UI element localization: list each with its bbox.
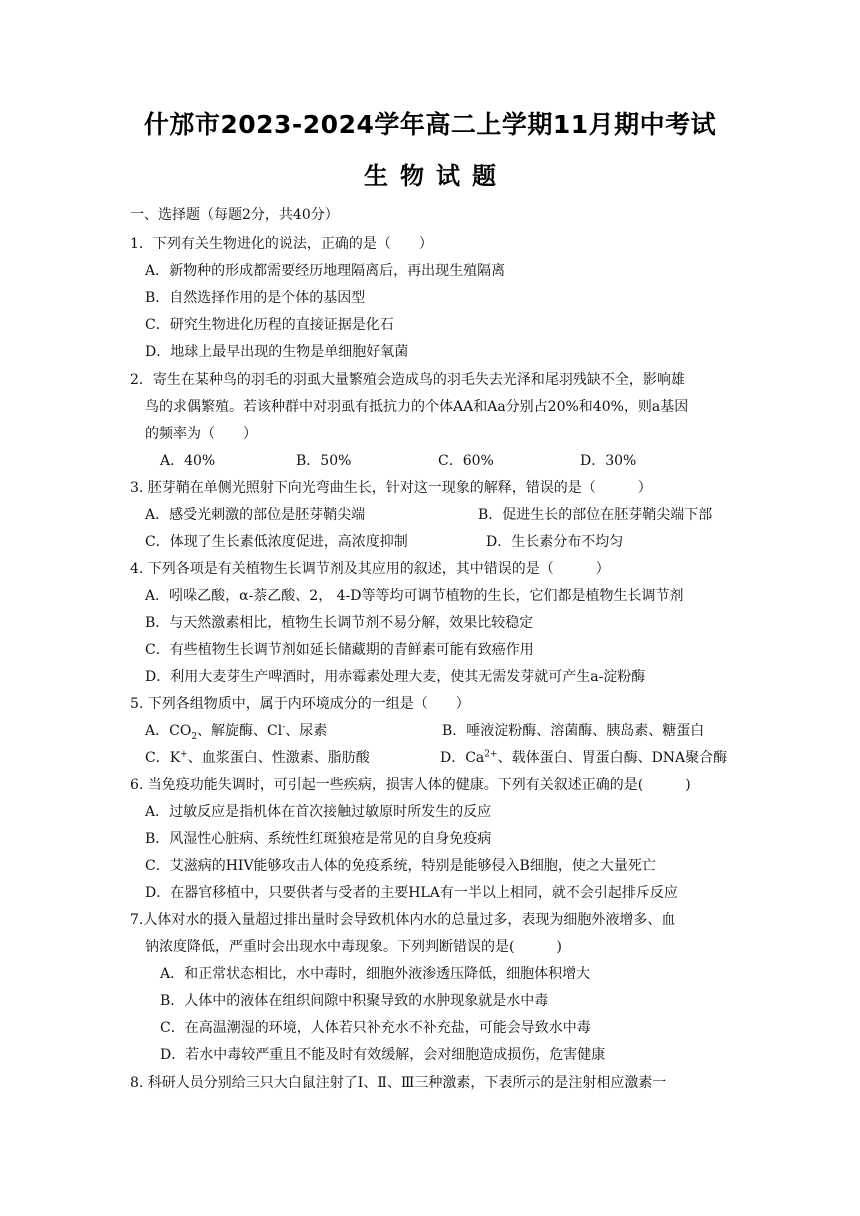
q1-stem: 1．下列有关生物进化的说法，正确的是（ ）	[130, 236, 433, 252]
q6-option-a: A．过敏反应是指机体在首次接触过敏原时所发生的反应	[145, 804, 492, 820]
q4-option-b: B．与天然激素相比，植物生长调节剂不易分解，效果比较稳定	[145, 615, 534, 631]
q1-option-c: C．研究生物进化历程的直接证据是化石	[145, 317, 394, 333]
q5-d-superscript: 2+	[484, 749, 498, 760]
q5-c-part: C．K	[145, 750, 181, 766]
q4-option-a: A．吲哚乙酸，α-萘乙酸、2， 4-D等等均可调节植物的生长，它们都是植物生长调节剂	[145, 588, 684, 604]
q8-stem: 8. 科研人员分别给三只大白鼠注射了Ⅰ、Ⅱ、Ⅲ三种激素，下表所示的是注射相应激素一	[130, 1075, 667, 1091]
q4-option-c: C．有些植物生长调节剂如延长储藏期的青鲜素可能有致癌作用	[145, 642, 534, 658]
q5-option-b: B．唾液淀粉酶、溶菌酶、胰岛素、糖蛋白	[442, 723, 705, 739]
q5-stem: 5. 下列各组物质中，属于内环境成分的一组是（ ）	[130, 696, 470, 712]
q3-option-c: C．体现了生长素低浓度促进，高浓度抑制	[145, 534, 408, 550]
q1-option-d: D．地球上最早出现的生物是单细胞好氧菌	[145, 344, 409, 360]
q3-option-b: B．促进生长的部位在胚芽鞘尖端下部	[478, 507, 713, 523]
q5-a-part: 、解旋酶、Cl	[197, 723, 283, 739]
q5-a-part: A．CO	[145, 723, 192, 739]
q5-d-part: 、载体蛋白、胃蛋白酶、DNA聚合酶	[497, 750, 728, 766]
q7-stem-line1: 7.人体对水的摄入量超过排出量时会导致机体内水的总量过多，表现为细胞外液增多、血	[130, 912, 676, 928]
q5-a-superscript: -	[282, 722, 286, 733]
exam-subtitle: 生物试题	[364, 162, 508, 190]
q3-option-d: D．生长素分布不均匀	[486, 534, 624, 550]
q2-option-a: A．40%	[160, 453, 216, 469]
q1-option-b: B．自然选择作用的是个体的基因型	[145, 290, 366, 306]
q2-stem-line2: 鸟的求偶繁殖。若该种群中对羽虱有抵抗力的个体AA和Aa分别占20%和40%，则a基因	[145, 399, 689, 415]
q3-option-a: A．感受光刺激的部位是胚芽鞘尖端	[145, 507, 366, 523]
q6-stem: 6. 当免疫功能失调时，可引起一些疾病，损害人体的健康。下列有关叙述正确的是( )	[130, 777, 691, 793]
q7-option-c: C．在高温潮湿的环境，人体若只补充水不补充盐，可能会导致水中毒	[160, 1020, 591, 1036]
q4-stem: 4. 下列各项是有关植物生长调节剂及其应用的叙述，其中错误的是（ ）	[130, 561, 610, 577]
q2-option-c: C．60%	[438, 453, 494, 469]
q2-stem-line1: 2．寄生在某种鸟的羽毛的羽虱大量繁殖会造成鸟的羽毛失去光泽和尾羽残缺不全，影响雄	[130, 372, 685, 388]
q5-option-c	[145, 749, 370, 767]
q7-stem-line2: 钠浓度降低，严重时会出现水中毒现象。下列判断错误的是( )	[145, 939, 562, 955]
q2-option-d: D．30%	[580, 453, 637, 469]
q6-option-b: B．风湿性心脏病、系统性红斑狼疮是常见的自身免疫病	[145, 831, 492, 847]
q5-a-part: 、尿素	[285, 723, 328, 739]
q7-option-a: A．和正常状态相比，水中毒时，细胞外液渗透压降低，细胞体积增大	[160, 966, 591, 982]
q6-option-c: C．艾滋病的HIV能够攻击人体的免疫系统，特别是能够侵入B细胞，使之大量死亡	[145, 858, 656, 874]
q2-stem-line3: 的频率为（ ）	[145, 426, 257, 442]
q7-option-d: D．若水中毒较严重且不能及时有效缓解，会对细胞造成损伤，危害健康	[160, 1047, 606, 1063]
q2-option-b: B．50%	[296, 453, 352, 469]
q5-a-subscript: 2	[191, 731, 198, 742]
q5-c-part: 、血浆蛋白、性激素、脂肪酸	[187, 750, 370, 766]
q5-d-part: D．Ca	[440, 750, 485, 766]
q4-option-d: D．利用大麦芽生产啤酒时，用赤霉素处理大麦，使其无需发芽就可产生a-淀粉酶	[145, 669, 646, 685]
q7-option-b: B．人体中的液体在组织间隙中积聚导致的水肿现象就是水中毒	[160, 993, 549, 1009]
q5-option-a	[145, 722, 327, 740]
q5-option-d	[440, 749, 727, 767]
q5-c-superscript: +	[180, 749, 188, 760]
q6-option-d: D．在器官移植中，只要供者与受者的主要HLA有一半以上相同，就不会引起排斥反应	[145, 885, 678, 901]
q3-stem: 3. 胚芽鞘在单侧光照射下向光弯曲生长，针对这一现象的解释，错误的是（ ）	[130, 480, 652, 496]
exam-title: 什邡市2023-2024学年高二上学期11月期中考试	[143, 110, 717, 139]
q1-option-a: A．新物种的形成都需要经历地理隔离后，再出现生殖隔离	[145, 263, 506, 279]
section-heading: 一、选择题（每题2分，共40分）	[130, 207, 339, 223]
